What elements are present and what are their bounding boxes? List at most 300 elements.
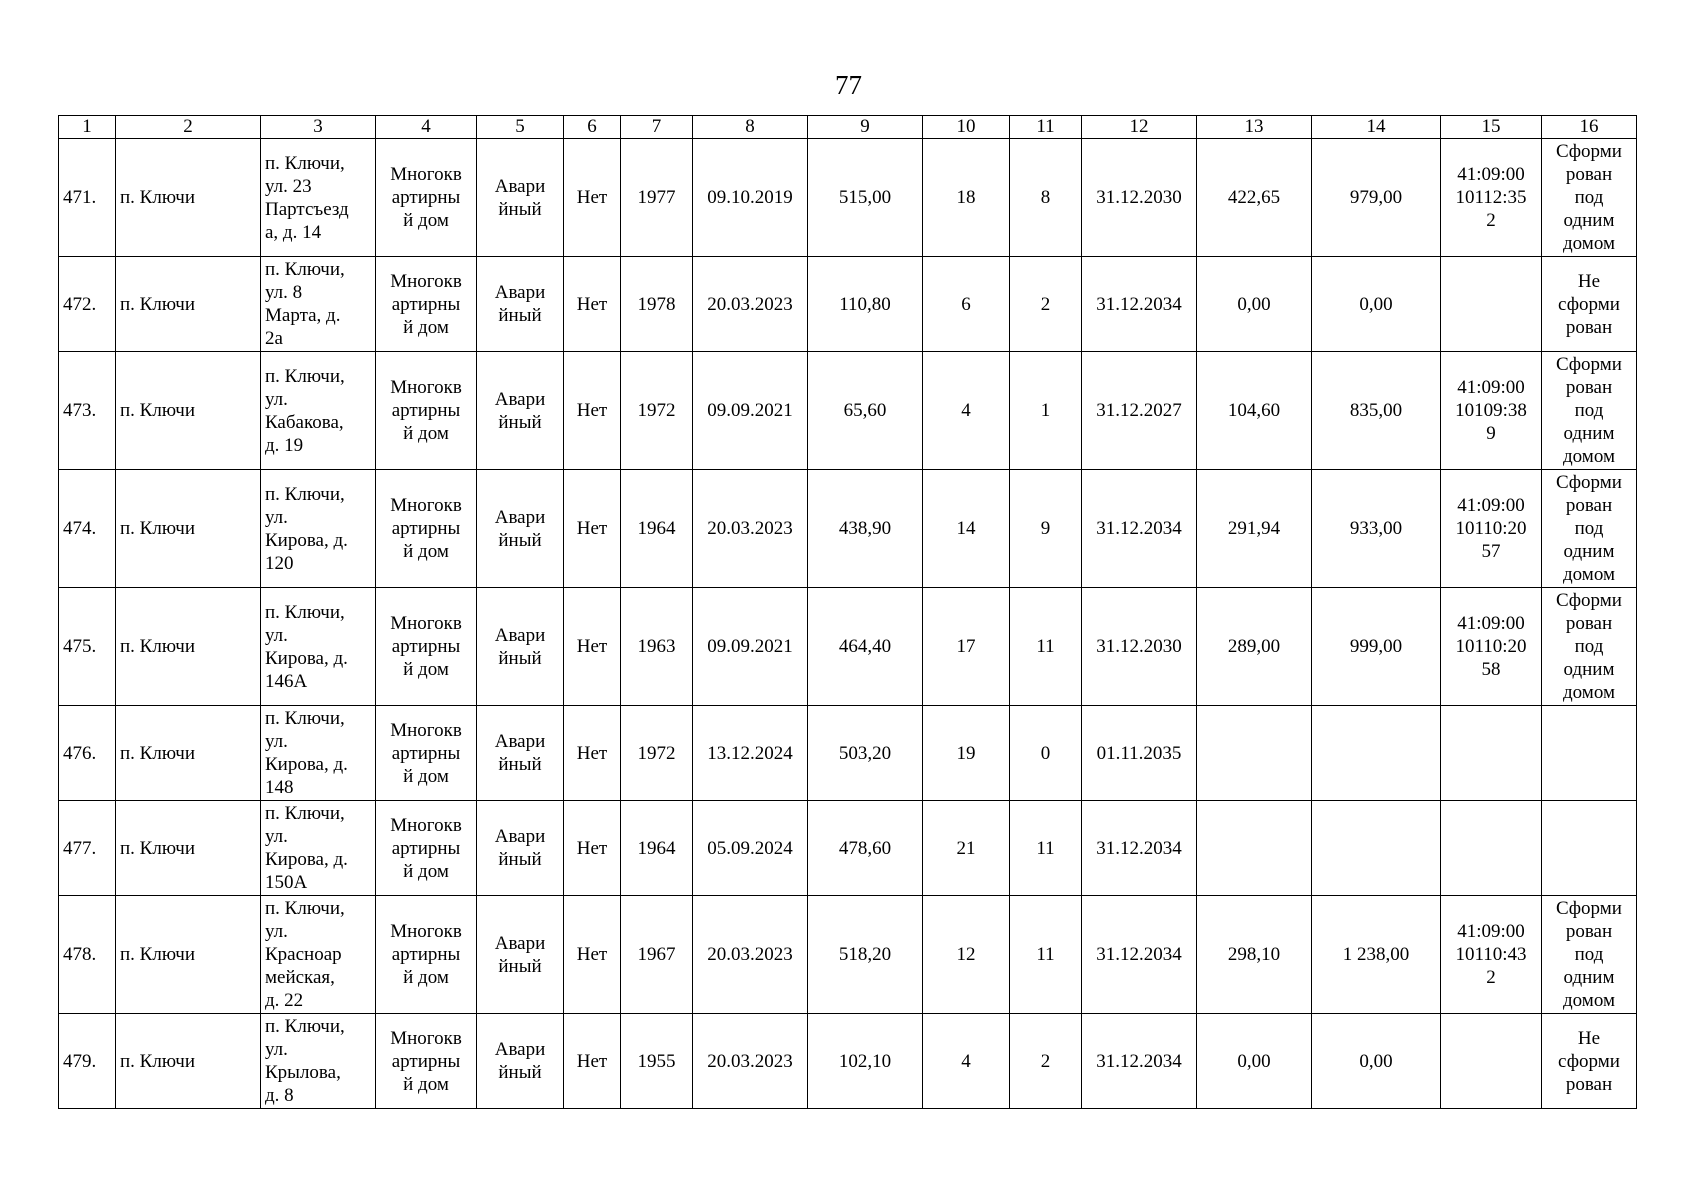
land-area-cell: 422,65 bbox=[1197, 139, 1312, 257]
address-cell-line: 148 bbox=[265, 777, 294, 798]
condition-cell-line: йный bbox=[498, 305, 542, 326]
condition-cell-line: Авари bbox=[494, 388, 546, 410]
year-cell: 1978 bbox=[621, 257, 693, 352]
land-value-cell bbox=[1312, 706, 1441, 801]
column-header-16: 16 bbox=[1542, 116, 1637, 139]
land-status-cell-line: Сформи bbox=[1556, 141, 1622, 162]
house-type-cell-line: Многокв bbox=[390, 495, 462, 516]
cadastral-number-cell-line: 41:09:00 bbox=[1457, 613, 1525, 634]
condition-cell-line: Авари bbox=[494, 1039, 546, 1060]
house-type-cell-line: Многокв bbox=[390, 270, 462, 292]
cadastral-number-cell-line: 58 bbox=[1481, 659, 1501, 680]
page-number: 77 bbox=[835, 70, 862, 100]
condition-cell-line: Авари bbox=[494, 624, 546, 646]
row-number: 472. bbox=[59, 257, 116, 352]
condition-cell bbox=[477, 706, 564, 801]
land-status-cell-line: под bbox=[1574, 518, 1604, 539]
address-cell-line: 120 bbox=[265, 552, 294, 574]
land-status-cell-line: сформи bbox=[1558, 1050, 1620, 1072]
land-status-cell-line: рован bbox=[1565, 377, 1613, 398]
locality-cell: п. Ключи bbox=[116, 352, 261, 470]
row-number: 473. bbox=[59, 352, 116, 470]
deadline-cell: 31.12.2034 bbox=[1082, 470, 1197, 588]
flag-cell: Нет bbox=[564, 896, 621, 1014]
column-header-3: 3 bbox=[261, 116, 376, 139]
land-status-cell-line: сформи bbox=[1558, 293, 1620, 315]
address-cell-line: п. Ключи, bbox=[265, 259, 345, 280]
column-header-11: 11 bbox=[1010, 116, 1082, 139]
house-type-cell-line: Многокв bbox=[390, 719, 462, 741]
condition-cell-line: йный bbox=[498, 647, 542, 669]
row-number: 474. bbox=[59, 470, 116, 588]
land-status-cell-line: домом bbox=[1563, 564, 1615, 585]
address-cell-line: 150А bbox=[265, 872, 308, 893]
land-status-cell-line: под bbox=[1574, 636, 1604, 657]
house-type-cell-line: Многокв bbox=[390, 164, 462, 185]
persons-cell: 4 bbox=[923, 1014, 1010, 1109]
land-status-cell-line: под bbox=[1574, 944, 1604, 965]
cadastral-number-cell-line: 10110:43 bbox=[1455, 944, 1527, 965]
land-status-cell-line: домом bbox=[1563, 233, 1615, 254]
condition-cell bbox=[477, 801, 564, 896]
address-cell-line: Кирова, д. bbox=[265, 849, 348, 870]
land-status-cell-line: под bbox=[1574, 400, 1604, 421]
cadastral-number-cell bbox=[1441, 1014, 1542, 1109]
column-header-13: 13 bbox=[1197, 116, 1312, 139]
land-area-cell bbox=[1197, 801, 1312, 896]
address-cell-line: д. 22 bbox=[265, 990, 304, 1011]
flag-cell: Нет bbox=[564, 139, 621, 257]
address-cell-line: п. Ключи, bbox=[265, 898, 345, 919]
row-number: 479. bbox=[59, 1014, 116, 1109]
cadastral-number-cell bbox=[1441, 470, 1542, 588]
persons-cell: 14 bbox=[923, 470, 1010, 588]
cadastral-number-cell-line: 10110:20 bbox=[1455, 518, 1527, 539]
flag-cell: Нет bbox=[564, 470, 621, 588]
land-status-cell bbox=[1542, 896, 1637, 1014]
column-header-14: 14 bbox=[1312, 116, 1441, 139]
address-cell-line: ул. bbox=[265, 921, 288, 942]
year-cell: 1963 bbox=[621, 588, 693, 706]
table-row bbox=[59, 896, 1637, 1014]
locality-cell: п. Ключи bbox=[116, 257, 261, 352]
condition-cell-line: йный bbox=[498, 198, 542, 220]
cadastral-number-cell-line: 57 bbox=[1481, 541, 1501, 562]
area-cell: 102,10 bbox=[808, 1014, 923, 1109]
condition-cell-line: йный bbox=[498, 849, 542, 870]
house-type-cell bbox=[376, 1014, 477, 1109]
address-cell-line: Кирова, д. bbox=[265, 529, 348, 551]
column-header-9: 9 bbox=[808, 116, 923, 139]
address-cell bbox=[261, 706, 376, 801]
house-type-cell bbox=[376, 801, 477, 896]
table-row bbox=[59, 1014, 1637, 1109]
address-cell-line: п. Ключи, bbox=[265, 1016, 345, 1037]
land-value-cell: 835,00 bbox=[1312, 352, 1441, 470]
land-status-cell-line: рован bbox=[1565, 495, 1613, 516]
condition-cell-line: йный bbox=[498, 1062, 542, 1083]
land-status-cell-line: домом bbox=[1563, 446, 1615, 467]
locality-cell: п. Ключи bbox=[116, 896, 261, 1014]
locality-cell: п. Ключи bbox=[116, 1014, 261, 1109]
house-type-cell bbox=[376, 706, 477, 801]
column-header-5: 5 bbox=[477, 116, 564, 139]
land-status-cell-line: Не bbox=[1577, 270, 1601, 292]
land-area-cell: 291,94 bbox=[1197, 470, 1312, 588]
cadastral-number-cell-line: 41:09:00 bbox=[1457, 921, 1525, 942]
house-type-cell bbox=[376, 352, 477, 470]
rooms-cell: 11 bbox=[1010, 588, 1082, 706]
date-cell: 09.09.2021 bbox=[693, 352, 808, 470]
area-cell: 478,60 bbox=[808, 801, 923, 896]
land-status-cell-line: рован bbox=[1565, 316, 1613, 338]
address-cell-line: а, д. 14 bbox=[265, 221, 322, 243]
address-cell bbox=[261, 588, 376, 706]
condition-cell bbox=[477, 470, 564, 588]
house-type-cell-line: Многокв bbox=[390, 1027, 462, 1049]
land-status-cell bbox=[1542, 257, 1637, 352]
year-cell: 1967 bbox=[621, 896, 693, 1014]
cadastral-number-cell-line: 10112:35 bbox=[1455, 187, 1527, 208]
land-area-cell: 0,00 bbox=[1197, 1014, 1312, 1109]
deadline-cell: 31.12.2027 bbox=[1082, 352, 1197, 470]
address-cell-line: п. Ключи, bbox=[265, 708, 345, 729]
house-type-cell-line: артирны bbox=[391, 837, 461, 859]
area-cell: 110,80 bbox=[808, 257, 923, 352]
address-cell-line: д. 8 bbox=[265, 1085, 294, 1106]
deadline-cell: 31.12.2030 bbox=[1082, 588, 1197, 706]
land-status-cell bbox=[1542, 588, 1637, 706]
rooms-cell: 1 bbox=[1010, 352, 1082, 470]
land-area-cell bbox=[1197, 706, 1312, 801]
address-cell-line: ул. bbox=[265, 731, 288, 752]
column-header-6: 6 bbox=[564, 116, 621, 139]
condition-cell bbox=[477, 896, 564, 1014]
land-status-cell-line: одним bbox=[1563, 659, 1615, 680]
land-status-cell-line: рован bbox=[1565, 613, 1613, 634]
cadastral-number-cell-line: 9 bbox=[1486, 423, 1496, 444]
condition-cell-line: йный bbox=[498, 955, 542, 977]
land-status-cell-line: Сформи bbox=[1556, 590, 1622, 611]
date-cell: 13.12.2024 bbox=[693, 706, 808, 801]
address-cell-line: п. Ключи, bbox=[265, 483, 345, 505]
persons-cell: 21 bbox=[923, 801, 1010, 896]
column-header-2: 2 bbox=[116, 116, 261, 139]
area-cell: 518,20 bbox=[808, 896, 923, 1014]
cadastral-number-cell bbox=[1441, 896, 1542, 1014]
land-status-cell bbox=[1542, 139, 1637, 257]
table-row bbox=[59, 706, 1637, 801]
flag-cell: Нет bbox=[564, 706, 621, 801]
land-status-cell-line: одним bbox=[1563, 210, 1615, 231]
row-number: 471. bbox=[59, 139, 116, 257]
persons-cell: 12 bbox=[923, 896, 1010, 1014]
address-cell-line: мейская, bbox=[265, 967, 335, 988]
date-cell: 20.03.2023 bbox=[693, 896, 808, 1014]
date-cell: 09.10.2019 bbox=[693, 139, 808, 257]
table-row bbox=[59, 352, 1637, 470]
area-cell: 503,20 bbox=[808, 706, 923, 801]
house-type-cell bbox=[376, 470, 477, 588]
row-number: 478. bbox=[59, 896, 116, 1014]
house-type-cell-line: й дом bbox=[403, 765, 449, 787]
condition-cell-line: Авари bbox=[494, 506, 546, 528]
table-row bbox=[59, 470, 1637, 588]
locality-cell: п. Ключи bbox=[116, 139, 261, 257]
house-type-cell-line: артирны bbox=[391, 636, 461, 657]
land-value-cell: 1 238,00 bbox=[1312, 896, 1441, 1014]
cadastral-number-cell bbox=[1441, 588, 1542, 706]
house-type-cell-line: й дом bbox=[403, 316, 449, 338]
address-cell-line: ул. bbox=[265, 506, 288, 528]
house-type-cell-line: Многокв bbox=[390, 814, 462, 836]
year-cell: 1964 bbox=[621, 470, 693, 588]
address-cell-line: д. 19 bbox=[265, 434, 304, 456]
address-cell-line: ул. 23 bbox=[265, 175, 312, 197]
house-type-cell-line: артирны bbox=[391, 400, 461, 421]
house-type-cell-line: й дом bbox=[403, 659, 449, 680]
house-type-cell-line: Многокв bbox=[390, 377, 462, 398]
land-status-cell-line: одним bbox=[1563, 967, 1615, 988]
row-number: 477. bbox=[59, 801, 116, 896]
land-status-cell-line: Сформи bbox=[1556, 354, 1622, 375]
house-type-cell-line: артирны bbox=[391, 1050, 461, 1072]
address-cell-line: 146А bbox=[265, 670, 308, 692]
address-cell bbox=[261, 352, 376, 470]
land-status-cell-line: Не bbox=[1577, 1027, 1601, 1049]
condition-cell bbox=[477, 352, 564, 470]
rooms-cell: 2 bbox=[1010, 1014, 1082, 1109]
condition-cell-line: Авари bbox=[494, 175, 546, 197]
locality-cell: п. Ключи bbox=[116, 801, 261, 896]
house-type-cell-line: Многокв bbox=[390, 613, 462, 634]
locality-cell: п. Ключи bbox=[116, 470, 261, 588]
house-type-cell-line: артирны bbox=[391, 944, 461, 965]
rooms-cell: 8 bbox=[1010, 139, 1082, 257]
house-type-cell-line: й дом bbox=[403, 423, 449, 444]
house-type-cell bbox=[376, 896, 477, 1014]
persons-cell: 19 bbox=[923, 706, 1010, 801]
land-status-cell-line: Сформи bbox=[1556, 898, 1622, 919]
cadastral-number-cell bbox=[1441, 257, 1542, 352]
house-type-cell-line: Многокв bbox=[390, 921, 462, 942]
address-cell-line: Партсъезд bbox=[265, 198, 349, 220]
year-cell: 1955 bbox=[621, 1014, 693, 1109]
address-cell-line: Марта, д. bbox=[265, 305, 341, 326]
cadastral-number-cell-line: 2 bbox=[1486, 210, 1496, 231]
house-type-cell-line: й дом bbox=[403, 541, 449, 562]
land-area-cell: 0,00 bbox=[1197, 257, 1312, 352]
address-cell bbox=[261, 139, 376, 257]
address-cell-line: Кирова, д. bbox=[265, 647, 348, 669]
house-type-cell-line: артирны bbox=[391, 518, 461, 539]
deadline-cell: 31.12.2030 bbox=[1082, 139, 1197, 257]
deadline-cell: 31.12.2034 bbox=[1082, 896, 1197, 1014]
house-type-cell bbox=[376, 588, 477, 706]
area-cell: 464,40 bbox=[808, 588, 923, 706]
table-row bbox=[59, 139, 1637, 257]
land-status-cell-line: домом bbox=[1563, 990, 1615, 1011]
cadastral-number-cell-line: 10109:38 bbox=[1455, 400, 1527, 421]
table-row bbox=[59, 588, 1637, 706]
rooms-cell: 2 bbox=[1010, 257, 1082, 352]
land-status-cell-line: одним bbox=[1563, 541, 1615, 562]
condition-cell-line: Авари bbox=[494, 731, 546, 752]
condition-cell bbox=[477, 257, 564, 352]
cadastral-number-cell bbox=[1441, 706, 1542, 801]
rooms-cell: 0 bbox=[1010, 706, 1082, 801]
rooms-cell: 11 bbox=[1010, 896, 1082, 1014]
persons-cell: 6 bbox=[923, 257, 1010, 352]
land-status-cell bbox=[1542, 706, 1637, 801]
column-header-15: 15 bbox=[1441, 116, 1542, 139]
land-status-cell bbox=[1542, 801, 1637, 896]
land-area-cell: 104,60 bbox=[1197, 352, 1312, 470]
land-status-cell bbox=[1542, 352, 1637, 470]
column-number-row bbox=[59, 116, 1637, 139]
address-cell-line: ул. bbox=[265, 826, 288, 847]
cadastral-number-cell bbox=[1441, 801, 1542, 896]
house-type-cell-line: й дом bbox=[403, 860, 449, 882]
date-cell: 09.09.2021 bbox=[693, 588, 808, 706]
area-cell: 65,60 bbox=[808, 352, 923, 470]
condition-cell-line: Авари bbox=[494, 932, 546, 954]
address-cell bbox=[261, 896, 376, 1014]
land-value-cell: 933,00 bbox=[1312, 470, 1441, 588]
land-value-cell bbox=[1312, 801, 1441, 896]
condition-cell-line: Авари bbox=[494, 282, 546, 303]
address-cell-line: ул. bbox=[265, 624, 288, 646]
cadastral-number-cell-line: 41:09:00 bbox=[1457, 164, 1525, 185]
deadline-cell: 31.12.2034 bbox=[1082, 1014, 1197, 1109]
column-header-12: 12 bbox=[1082, 116, 1197, 139]
land-status-cell bbox=[1542, 1014, 1637, 1109]
house-type-cell-line: артирны bbox=[391, 293, 461, 315]
condition-cell bbox=[477, 588, 564, 706]
house-type-cell-line: й дом bbox=[403, 1073, 449, 1095]
year-cell: 1964 bbox=[621, 801, 693, 896]
cadastral-number-cell-line: 41:09:00 bbox=[1457, 377, 1525, 398]
column-header-7: 7 bbox=[621, 116, 693, 139]
date-cell: 20.03.2023 bbox=[693, 257, 808, 352]
house-type-cell-line: й дом bbox=[403, 967, 449, 988]
date-cell: 20.03.2023 bbox=[693, 1014, 808, 1109]
flag-cell: Нет bbox=[564, 257, 621, 352]
deadline-cell: 31.12.2034 bbox=[1082, 801, 1197, 896]
house-type-cell-line: й дом bbox=[403, 210, 449, 231]
address-cell-line: ул. bbox=[265, 1039, 288, 1060]
flag-cell: Нет bbox=[564, 1014, 621, 1109]
column-header-8: 8 bbox=[693, 116, 808, 139]
land-status-cell-line: рован bbox=[1565, 164, 1613, 185]
column-header-4: 4 bbox=[376, 116, 477, 139]
year-cell: 1972 bbox=[621, 352, 693, 470]
condition-cell-line: йный bbox=[498, 529, 542, 551]
condition-cell-line: Авари bbox=[494, 826, 546, 847]
land-value-cell: 979,00 bbox=[1312, 139, 1441, 257]
address-cell-line: п. Ключи, bbox=[265, 803, 345, 824]
flag-cell: Нет bbox=[564, 588, 621, 706]
address-cell-line: Кирова, д. bbox=[265, 754, 348, 775]
year-cell: 1977 bbox=[621, 139, 693, 257]
land-status-cell-line: рован bbox=[1565, 921, 1613, 942]
rooms-cell: 11 bbox=[1010, 801, 1082, 896]
land-status-cell-line: одним bbox=[1563, 423, 1615, 444]
address-cell-line: п. Ключи, bbox=[265, 601, 345, 623]
column-header-1: 1 bbox=[59, 116, 116, 139]
flag-cell: Нет bbox=[564, 801, 621, 896]
persons-cell: 17 bbox=[923, 588, 1010, 706]
land-status-cell-line: домом bbox=[1563, 682, 1615, 703]
cadastral-number-cell-line: 41:09:00 bbox=[1457, 495, 1525, 516]
land-status-cell-line: под bbox=[1574, 187, 1604, 208]
house-type-cell bbox=[376, 139, 477, 257]
table-row bbox=[59, 257, 1637, 352]
deadline-cell: 01.11.2035 bbox=[1082, 706, 1197, 801]
land-status-cell-line: Сформи bbox=[1556, 472, 1622, 493]
address-cell-line: п. Ключи, bbox=[265, 365, 345, 387]
cadastral-number-cell bbox=[1441, 352, 1542, 470]
column-header-10: 10 bbox=[923, 116, 1010, 139]
year-cell: 1972 bbox=[621, 706, 693, 801]
persons-cell: 18 bbox=[923, 139, 1010, 257]
area-cell: 515,00 bbox=[808, 139, 923, 257]
house-type-cell bbox=[376, 257, 477, 352]
address-cell-line: п. Ключи, bbox=[265, 152, 345, 174]
locality-cell: п. Ключи bbox=[116, 706, 261, 801]
land-area-cell: 289,00 bbox=[1197, 588, 1312, 706]
address-cell-line: Красноар bbox=[265, 944, 342, 965]
address-cell bbox=[261, 1014, 376, 1109]
date-cell: 05.09.2024 bbox=[693, 801, 808, 896]
condition-cell bbox=[477, 139, 564, 257]
house-type-cell-line: артирны bbox=[391, 187, 461, 208]
condition-cell bbox=[477, 1014, 564, 1109]
deadline-cell: 31.12.2034 bbox=[1082, 257, 1197, 352]
house-type-cell-line: артирны bbox=[391, 742, 461, 764]
land-status-cell bbox=[1542, 470, 1637, 588]
address-cell-line: Кабакова, bbox=[265, 411, 344, 433]
area-cell: 438,90 bbox=[808, 470, 923, 588]
land-area-cell: 298,10 bbox=[1197, 896, 1312, 1014]
land-value-cell: 999,00 bbox=[1312, 588, 1441, 706]
cadastral-number-cell-line: 10110:20 bbox=[1455, 636, 1527, 657]
address-cell-line: ул. bbox=[265, 388, 288, 410]
row-number: 475. bbox=[59, 588, 116, 706]
address-cell bbox=[261, 257, 376, 352]
row-number: 476. bbox=[59, 706, 116, 801]
flag-cell: Нет bbox=[564, 352, 621, 470]
persons-cell: 4 bbox=[923, 352, 1010, 470]
cadastral-number-cell-line: 2 bbox=[1486, 967, 1496, 988]
address-cell-line: ул. 8 bbox=[265, 282, 303, 303]
address-cell-line: 2а bbox=[265, 328, 283, 349]
land-status-cell-line: рован bbox=[1565, 1073, 1613, 1095]
date-cell: 20.03.2023 bbox=[693, 470, 808, 588]
condition-cell-line: йный bbox=[498, 754, 542, 775]
land-value-cell: 0,00 bbox=[1312, 1014, 1441, 1109]
condition-cell-line: йный bbox=[498, 411, 542, 433]
housing-registry-table bbox=[58, 115, 1637, 1109]
locality-cell: п. Ключи bbox=[116, 588, 261, 706]
land-value-cell: 0,00 bbox=[1312, 257, 1441, 352]
cadastral-number-cell bbox=[1441, 139, 1542, 257]
rooms-cell: 9 bbox=[1010, 470, 1082, 588]
table-row bbox=[59, 801, 1637, 896]
address-cell bbox=[261, 801, 376, 896]
address-cell bbox=[261, 470, 376, 588]
address-cell-line: Крылова, bbox=[265, 1062, 341, 1083]
